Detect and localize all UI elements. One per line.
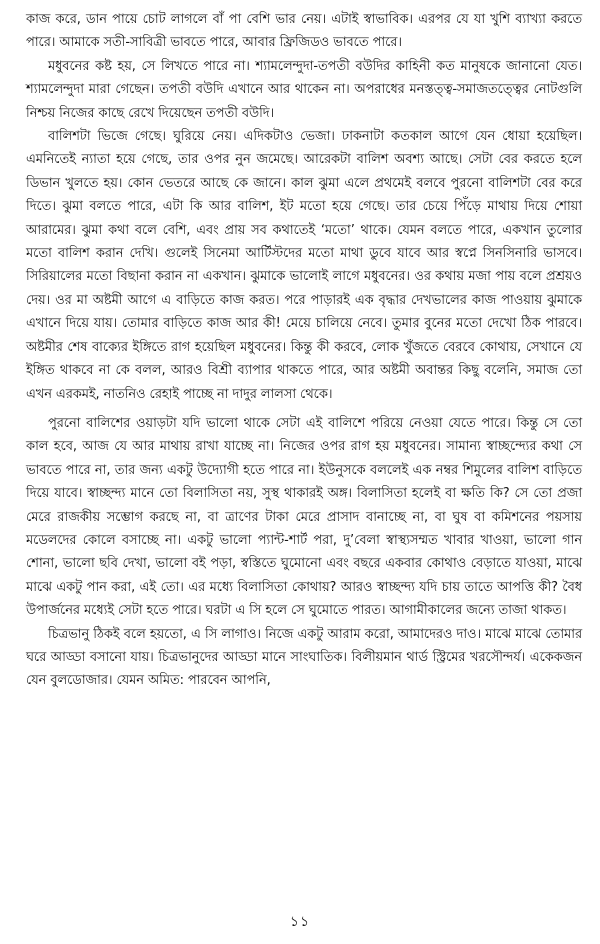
paragraph-pillow-wet: বালিশটা ভিজে গেছে। ঘুরিয়ে নেয়। এদিকটাও ভেজা। ঢাকনাটা কতকাল আগে যেন ধোয়া হয়েছিল। এমনিতেই ন্যাতা হয়ে গেছে, তার ওপর নুন জমেছে। আরেকটা বালিশ অবশ্য আছে। সেটা বের করতে হলে ডিভান খুলতে হয়। কোন ভেতরে আছে কে জানে। কাল ঝুমা এলে প্রথমেই বলবে পুরনো বালিশটা বের করে দিতে। ঝুমা বলতে পারে, এটা কি আর বালিশ, ইট মতো হয়ে গেছে। তার চেয়ে পিঁড়ে মাথায় দিয়ে শোয়া আরামের। ঝুমা কথা বলে বেশি, এবং প্রায় সব কথাতেই ‘মতো’ থাকে। যেমন বলতে পারে, একখান তুলোর মতো বালিশ করান দেখি। গুলেই সিনেমা আর্টিস্টদের মতো মাথা ডুবে যাবে আর স্বপ্নে সিনসিনারি ভাসবে। সিরিয়ালের মতো বিছানা করান না একখান। ঝুমাকে ভালোই লাগে মধুবনের। ওর কথায় মজা পায় বলে প্রশ্রয়ও দেয়। ওর মা অষ্টমী আগে এ বাড়িতে কাজ করত। পরে পাড়ারই এক বৃদ্ধার দেখভালের কাজ পাওয়ায় ঝুমাকে এখানে দিয়ে যায়। তোমার বাড়িতে কাজ আর কী! মেয়ে চালিয়ে নেবে। তুমার বুনের মতো দেখো ঠিক পারবে। অষ্টমীর শেষ বাক্যের ইঙ্গিতে রাগ হয়েছিল মধুবনের। কিন্তু কী করবে, লোক খুঁজতে বেরবে কোথায়, সেখানে যে ইঙ্গিত থাকবে না কে বলল, আরও বিশ্রী ব্যাপার থাকতে পারে, আর অষ্টমী অবান্তর কিছু বলেনি, সমাজ তো এখন এরকমই, নাতনিও রেহাই পাচ্ছে না দাদুর লালসা থেকে। [26,129,582,402]
paragraph-chitrabhanu: চিত্রভানু ঠিকই বলে হয়তো, এ সি লাগাও। নিজে একটু আরাম করো, আমাদেরও দাও। মাঝে মাঝে তোমার ঘরে আড্ডা বসানো যায়। চিত্রভানুদের আড্ডা মানে সাংঘাতিক। বিলীয়মান থার্ড স্ট্রিমের খরসৌন্দর্য। একেকজন যেন বুলডোজার। যেমন অমিত: পারবেন আপনি, [26,626,582,689]
page-number: ১১ [289,914,311,930]
paragraph-continuation: কাজ করে, ডান পায়ে চোট লাগলে বাঁ পা বেশি ভার নেয়। এটাই স্বাভাবিক। এরপর যে যা খুশি ব্যাখ্যা করতে পারে। আমাকে সতী-সাবিত্রী ভাবতে পারে, আবার ফ্রিজিডও ভাবতে পারে। [26,12,582,51]
book-page [26,8,582,936]
paragraph-old-pillow-cover: পুরনো বালিশের ওয়াড়টা যদি ভালো থাকে সেটা এই বালিশে পরিয়ে নেওয়া যেতে পারে। কিন্তু সে তো কাল হবে, আজ যে আর মাথায় রাখা যাচ্ছে না। নিজের ওপর রাগ হয় মধুবনের। সামান্য স্বাচ্ছন্দ্যের কথা সে ভাবতে পারে না, তার জন্য একটু উদ্যোগী হতে পারে না। ইউনুসকে বললেই এক নম্বর শিমুলের বালিশ বাড়িতে দিয়ে যাবে। স্বাচ্ছন্দ্য মানে তো বিলাসিতা নয়, সুস্থ থাকারই অঙ্গ। বিলাসিতা হলেই বা ক্ষতি কি? সে তো প্রজা মেরে রাজকীয় সম্ভোগ করছে না, বা ত্রাণের টাকা মেরে প্রাসাদ বানাচ্ছে না, বা ঘুষ বা কমিশনের পয়সায় মডেলদের কোলে বসাচ্ছে না। একটু ভালো প্যান্ট-শার্ট পরা, দু’বেলা স্বাস্থ্যসম্মত খাবার খাওয়া, ভালো গান শোনা, ভালো ছবি দেখা, ভালো বই পড়া, স্বস্তিতে ঘুমোনো এবং বছরে একবার কোথাও বেড়াতে যাওয়া, মাঝে মাঝে একটু পান করা, এই তো। এর মধ্যে বিলাসিতা কোথায়? আরও স্বাচ্ছন্দ্য যদি চায় তাতে আপত্তি কী? বৈধ উপার্জনের মধ্যেই সেটা হতে পারে। ঘরটা এ সি হলে সে ঘুমোতে পারত। আগামীকালের জন্যে তাজা থাকত। [26,415,582,619]
paragraph-madhuban-pain: মধুবনের কষ্ট হয়, সে লিখতে পারে না। শ্যামলেন্দুদা-তপতী বউদির কাহিনী কত মানুষকে জানানো যেত। শ্যামলেন্দুদা মারা গেছেন। তপতী বউদি এখানে আর থাকেন না। অপরাধের মনস্তত্ত্ব-সমাজতত্ত্বের নোটগুলি নিশ্চয় নিজের কাছে রেখে দিয়েছেন তপতী বউদি। [26,58,582,121]
